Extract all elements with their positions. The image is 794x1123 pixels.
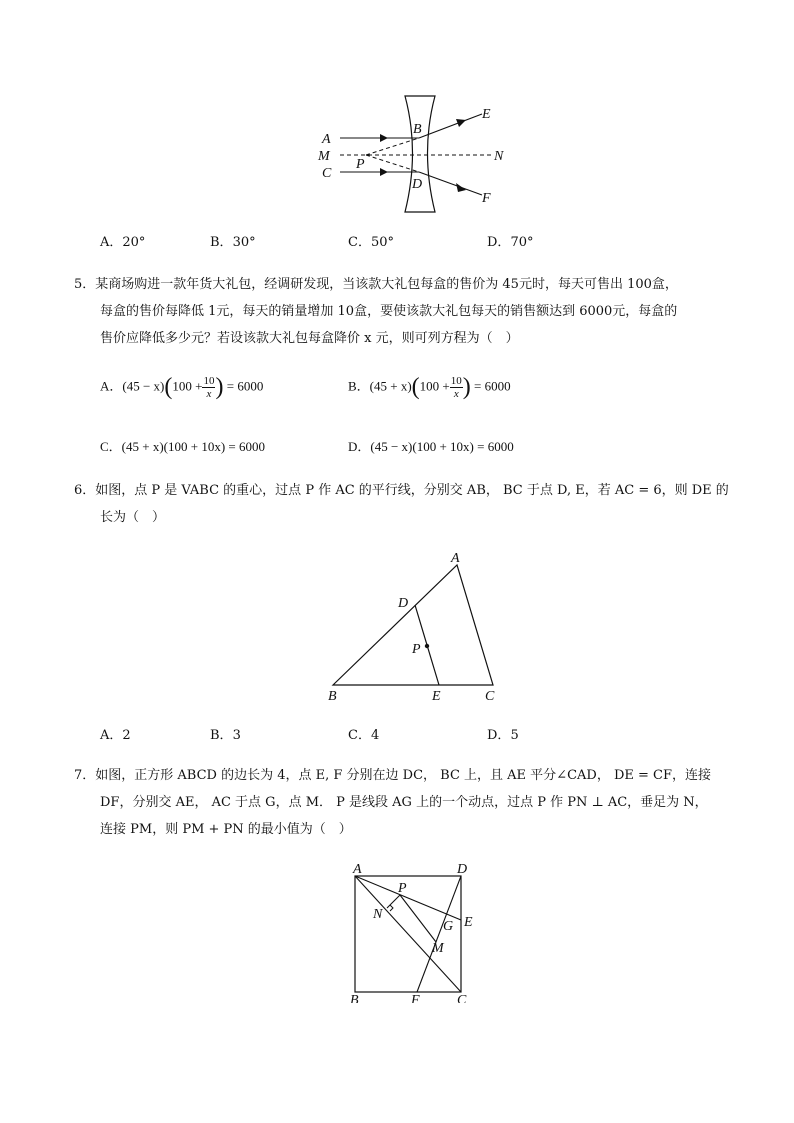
label-E: E bbox=[432, 689, 441, 704]
q6-option-b: B．3 bbox=[210, 728, 241, 743]
triangle-abc bbox=[333, 565, 493, 685]
square-figure bbox=[340, 858, 490, 1003]
q6-text-line2: 长为（ ） bbox=[100, 510, 166, 525]
label-D: D bbox=[398, 596, 409, 611]
label-F: F bbox=[482, 191, 491, 206]
label-E: E bbox=[482, 107, 491, 122]
label-C: C bbox=[322, 166, 332, 181]
q6-text-line1: 6．如图，点 P 是 VABC 的重心，过点 P 作 AC 的平行线，分别交 AB， BC 于点 D, E，若 AC = 6，则 DE 的 bbox=[74, 483, 729, 498]
q5-text-line1: 5．某商场购进一款年货大礼包，经调研发现，当该款大礼包每盒的售价为 45元时，每天可售出 100盒， bbox=[74, 277, 678, 292]
q5-option-d: D．(45 − x)(100 + 10x) = 6000 bbox=[348, 439, 514, 454]
q4-option-b: B．30° bbox=[210, 235, 256, 250]
q7-text-line2: DF，分别交 AE， AC 于点 G，点 M． P 是线段 AG 上的一个动点，过点 P 作 PN ⊥ AC，垂足为 N， bbox=[100, 795, 708, 810]
label-M: M bbox=[318, 149, 330, 164]
ray-be bbox=[419, 114, 482, 138]
label-A: A bbox=[451, 551, 460, 566]
label-P: P bbox=[412, 642, 421, 657]
concave-lens bbox=[405, 96, 435, 212]
label-B: B bbox=[350, 993, 359, 1003]
q4-option-d: D．70° bbox=[487, 235, 534, 250]
segment-pn bbox=[387, 895, 400, 908]
label-A: A bbox=[353, 862, 362, 877]
label-P: P bbox=[356, 157, 365, 172]
label-D: D bbox=[412, 177, 423, 192]
label-B: B bbox=[413, 122, 422, 137]
q6-option-a: A．2 bbox=[100, 728, 131, 743]
q5-option-c: C．(45 + x)(100 + 10x) = 6000 bbox=[100, 439, 265, 454]
label-E: E bbox=[464, 915, 473, 930]
q5-option-a: A．(45 − x)(100 + $\frac{10}{x}$ ) = 6000 bbox=[100, 374, 264, 400]
label-C: C bbox=[485, 689, 495, 704]
q7-text-line1: 7．如图，正方形 ABCD 的边长为 4，点 E, F 分别在边 DC， BC 上，且 AE 平分∠CAD， DE = CF，连接 bbox=[74, 768, 712, 783]
triangle-figure bbox=[320, 545, 510, 710]
label-M: M bbox=[432, 941, 444, 956]
centroid-point bbox=[425, 644, 429, 648]
q6-option-c: C．4 bbox=[348, 728, 380, 743]
q5-text-line2: 每盒的售价每降低 1元，每天的销量增加 10盒，要使该款大礼包每天的销售额达到 6000元，每盒的 bbox=[100, 304, 678, 319]
label-F: F bbox=[411, 993, 420, 1003]
ray-df bbox=[419, 172, 482, 195]
q5-option-b: B．(45 + x)(100 + $\frac{10}{x}$ ) = 6000 bbox=[348, 374, 511, 400]
label-P: P bbox=[398, 881, 407, 896]
segment-df bbox=[417, 876, 461, 992]
label-A: A bbox=[322, 132, 331, 147]
lens-figure bbox=[310, 92, 510, 217]
label-C: C bbox=[457, 993, 467, 1003]
right-angle-mark bbox=[390, 905, 393, 911]
label-D: D bbox=[457, 862, 468, 877]
segment-ae bbox=[355, 876, 461, 920]
label-B: B bbox=[328, 689, 337, 704]
label-N: N bbox=[373, 907, 383, 922]
q4-option-c: C．50° bbox=[348, 235, 394, 250]
q5-text-line3: 售价应降低多少元？若设该款大礼包每盒降价 x 元，则可列方程为（ ） bbox=[100, 331, 519, 346]
q4-option-a: A．20° bbox=[100, 235, 146, 250]
diagonal-ac bbox=[355, 876, 461, 992]
q6-option-d: D．5 bbox=[487, 728, 519, 743]
label-N: N bbox=[494, 149, 504, 164]
q7-text-line3: 连接 PM，则 PM + PN 的最小值为（ ） bbox=[100, 822, 352, 837]
label-G: G bbox=[443, 919, 454, 934]
